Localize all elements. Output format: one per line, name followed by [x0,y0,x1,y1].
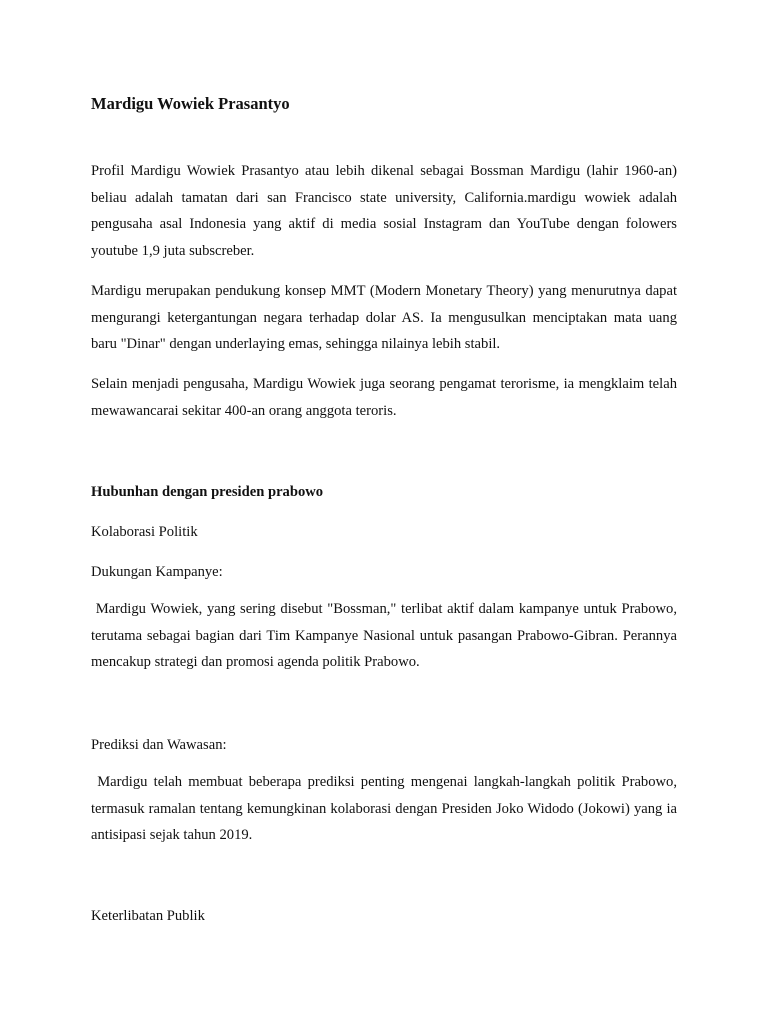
prediction-label: Prediksi dan Wawasan: [91,737,227,753]
intro-paragraph-mmt: Mardigu merupakan pendukung konsep MMT (Modern Monetary Theory) yang menurutnya dapat mengurangi ketergantungan negara terhadap dolar AS. Ia mengusulkan menciptakan mata uang baru "Dinar" dengan underlaying emas, sehingga nilainya lebih stabil. [91,283,677,353]
intro-paragraph-terrorism: Selain menjadi pengusaha, Mardigu Wowiek juga seorang pengamat terorisme, ia mengklaim telah mewawancarai sekitar 400-an orang anggota teroris. [91,376,677,419]
public-engagement-label: Keterlibatan Publik [91,908,205,924]
campaign-paragraph: Mardigu Wowiek, yang sering disebut "Bossman," terlibat aktif dalam kampanye untuk Prabowo, terutama sebagai bagian dari Tim Kampanye Nasional untuk pasangan Prabowo-Gibran. Perannya mencakup strategi dan promosi agenda politik Prabowo. [91,601,677,671]
prediction-paragraph: Mardigu telah membuat beberapa prediksi penting mengenai langkah-langkah politik Prabowo, termasuk ramalan tentang kemungkinan kolaborasi dengan Presiden Joko Widodo (Jokowi) yang ia antisipasi sejak tahun 2019. [91,774,677,844]
section-heading: Hubunhan dengan presiden prabowo [91,484,324,500]
document-title: Mardigu Wowiek Prasantyo [91,94,290,113]
campaign-label: Dukungan Kampanye: [91,564,223,580]
intro-paragraph-profile: Profil Mardigu Wowiek Prasantyo atau lebih dikenal sebagai Bossman Mardigu (lahir 1960-an) beliau adalah tamatan dari san Francisco state university, California.mardigu wowiek adalah pengusaha asal Indonesia yang aktif di media sosial Instagram dan YouTube dengan folowers youtube 1,9 juta subscreber. [91,163,677,259]
subsection-label: Kolaborasi Politik [91,524,198,540]
